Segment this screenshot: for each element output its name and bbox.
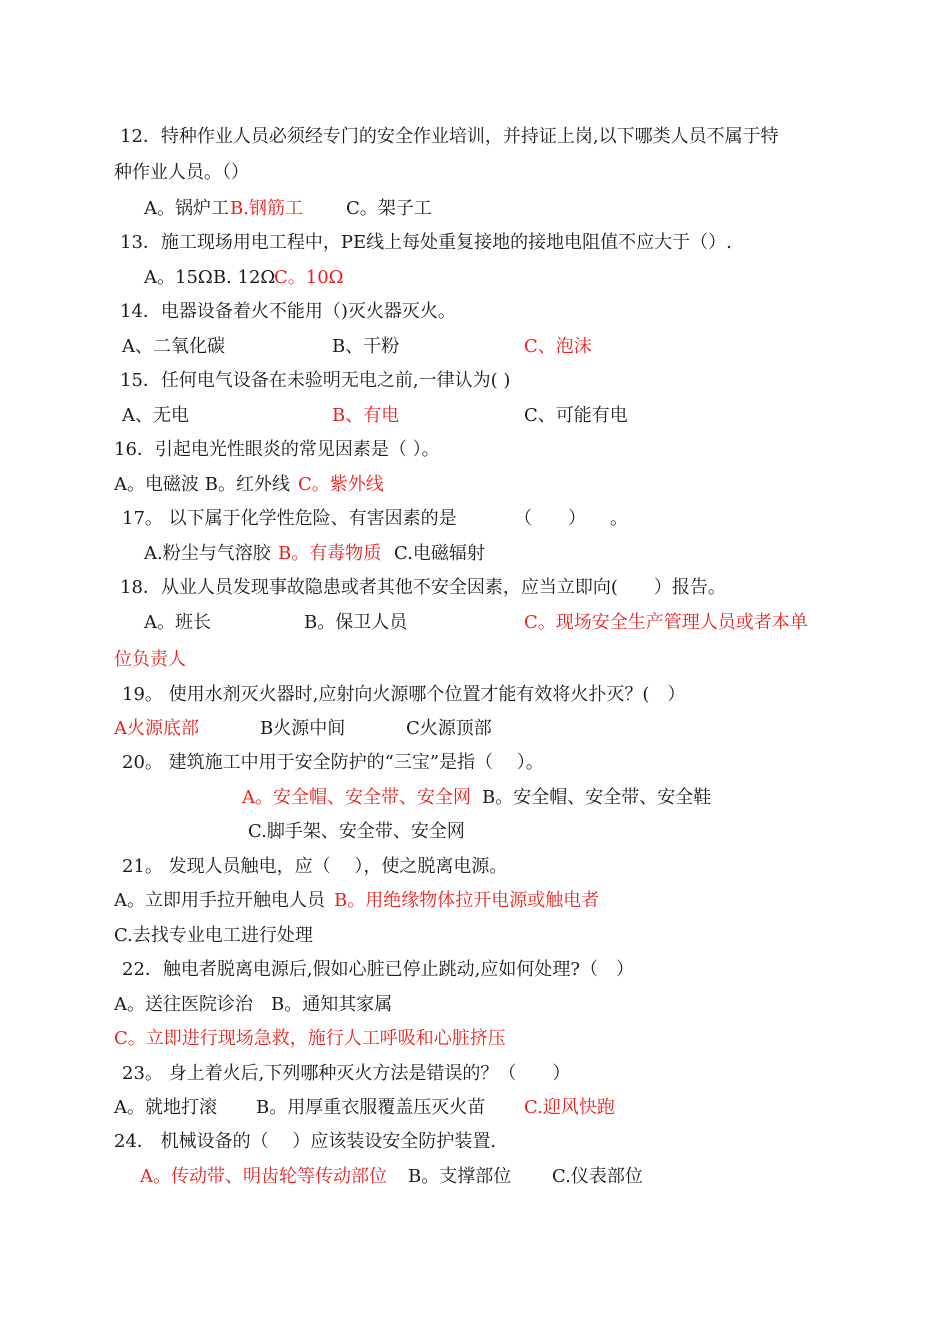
question-24-stem-text: 24． 机械设备的（ ）应该装设安全防护装置. (114, 1131, 497, 1152)
question-16-options (114, 473, 414, 497)
question-17-options (144, 542, 544, 566)
question-23-options (114, 1096, 674, 1120)
option-b: B。保卫人员 (304, 612, 408, 633)
option-a: A.粉尘与气溶胶 (144, 543, 271, 564)
option-a-answer: A。传动带、明齿轮等传动部位 (140, 1166, 387, 1187)
question-22-stem (122, 958, 634, 982)
question-16-stem (114, 438, 440, 462)
question-23-stem (122, 1062, 570, 1086)
question-22-options-row1 (114, 993, 392, 1017)
question-17-end: 。 (610, 508, 628, 529)
option-a-b: A。送往医院诊治 B。通知其家属 (114, 994, 393, 1015)
option-b: B、干粉 (332, 336, 400, 357)
option-b-answer: B、有电 (332, 405, 400, 426)
question-22-options-row2 (114, 1027, 506, 1051)
option-b-answer: B。用绝缘物体拉开电源或触电者 (334, 890, 600, 911)
question-21-options-row1 (114, 889, 634, 913)
question-13-stem-text: 13．施工现场用电工程中，PE线上每处重复接地的接地电阻值不应大于（）. (120, 232, 732, 253)
question-15-stem (120, 369, 510, 393)
question-21-stem (122, 855, 507, 879)
option-a: A。锅炉工 (144, 198, 229, 219)
option-b: B火源中间 (260, 718, 346, 739)
question-24-stem (114, 1130, 496, 1154)
question-12-stem-text-cont: 种作业人员。（） (114, 162, 249, 183)
option-c-answer: C。立即进行现场急救，施行人工呼吸和心脏挤压 (114, 1028, 506, 1049)
question-15-stem-text: 15．任何电气设备在未验明无电之前,一律认为( ) (120, 370, 511, 391)
option-c-answer: C。紫外线 (298, 474, 384, 495)
question-23-stem-text: 23。 身上着火后,下列哪种灭火方法是错误的？（ ） (122, 1063, 571, 1084)
option-b: B。用厚重衣服覆盖压灭火苗 (256, 1097, 486, 1118)
question-14-options (122, 335, 642, 359)
question-15-options (122, 404, 682, 428)
question-17-stem (122, 507, 642, 531)
question-17-stem-text: 17。 以下属于化学性危险、有害因素的是 (122, 508, 457, 529)
question-20-stem (122, 751, 544, 775)
question-21-stem-text: 21。 发现人员触电，应（ ），使之脱离电源。 (122, 856, 508, 877)
option-c-answer: C。10Ω (274, 267, 344, 288)
question-12-options (144, 197, 544, 221)
option-a: A。立即用手拉开触电人员 (114, 890, 325, 911)
question-14-stem-text: 14．电器设备着火不能用（)灭火器灭火。 (120, 301, 456, 322)
question-18-stem-text: 18．从业人员发现事故隐患或者其他不安全因素，应当立即向( ）报告。 (120, 577, 726, 598)
option-c: C、可能有电 (524, 405, 628, 426)
option-c-answer: C。现场安全生产管理人员或者本单 (524, 612, 808, 633)
question-19-stem-text: 19。 使用水剂灭火器时,应射向火源哪个位置才能有效将火扑灭？( ） (122, 684, 686, 705)
question-13-options (144, 266, 444, 290)
option-c: C火源顶部 (406, 718, 492, 739)
question-19-stem (122, 683, 685, 707)
question-22-stem-text: 22．触电者脱离电源后,假如心脏已停止跳动,应如何处理?（ ） (122, 959, 634, 980)
question-13-stem (120, 231, 732, 255)
question-14-stem (120, 300, 456, 324)
option-c-answer-cont: 位负责人 (114, 649, 186, 670)
option-c: C.电磁辐射 (394, 543, 485, 564)
option-a-answer: A。安全帽、安全带、安全网 (242, 787, 471, 808)
question-24-options (140, 1165, 680, 1189)
option-b: B。支撑部位 (408, 1166, 512, 1187)
question-20-options-row1 (242, 786, 762, 810)
option-c: C.脚手架、安全带、安全网 (248, 821, 465, 842)
option-a: A、二氧化碳 (122, 336, 225, 357)
question-20-options-row2 (248, 820, 465, 844)
option-a-b: A。15ΩB. 12Ω (144, 267, 276, 288)
option-c: C.去找专业电工进行处理 (114, 925, 313, 946)
option-b: B。安全帽、安全带、安全鞋 (482, 787, 712, 808)
option-b-answer: B.钢筋工 (230, 198, 303, 219)
option-c-answer: C.迎风快跑 (524, 1097, 615, 1118)
question-20-stem-text: 20。 建筑施工中用于安全防护的“三宝”是指（ ）。 (122, 752, 544, 773)
option-a: A。就地打滚 (114, 1097, 217, 1118)
question-18-stem (120, 576, 726, 600)
option-a: A。班长 (144, 612, 211, 633)
answer-blank: （ ） (514, 508, 586, 529)
option-c: C。架子工 (346, 198, 432, 219)
option-a-answer: A火源底部 (114, 718, 199, 739)
option-c-answer: C、泡沫 (524, 336, 592, 357)
option-a: A、无电 (122, 405, 189, 426)
option-b-answer: B。有毒物质 (278, 543, 382, 564)
option-c: C.仪表部位 (552, 1166, 643, 1187)
option-a-b: A。电磁波 B。红外线 (114, 474, 290, 495)
question-18-options (144, 611, 834, 635)
question-18-option-c-cont (114, 648, 186, 672)
question-12-stem-line1 (120, 125, 779, 149)
question-12-stem-line2 (114, 161, 249, 185)
question-12-stem-text: 12．特种作业人员必须经专门的安全作业培训，并持证上岗,以下哪类人员不属于特 (120, 126, 779, 147)
question-16-stem-text: 16．引起电光性眼炎的常见因素是（ ）。 (114, 439, 440, 460)
question-19-options (114, 717, 534, 741)
question-21-options-row2 (114, 924, 313, 948)
